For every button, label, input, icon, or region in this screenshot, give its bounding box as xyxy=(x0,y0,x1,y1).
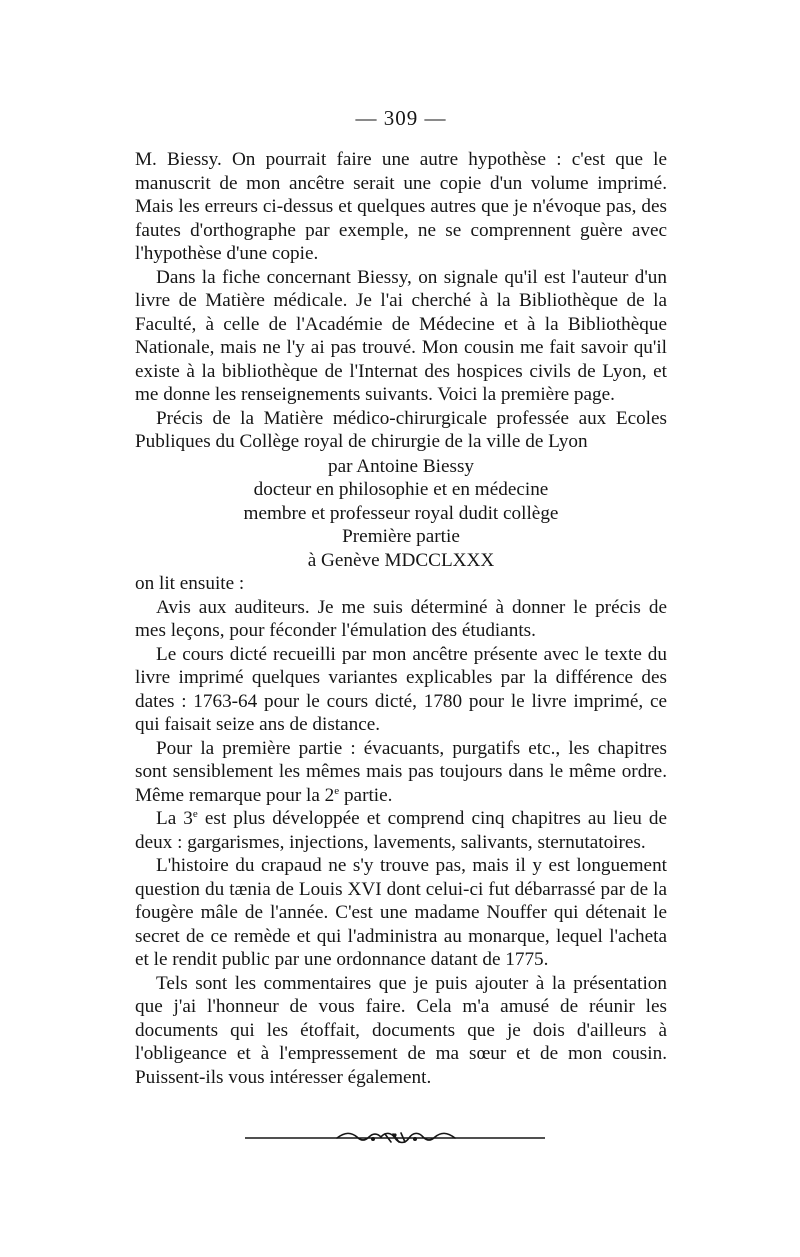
paragraph-5: Avis aux auditeurs. Je me suis déterminé à donner le précis de mes leçons, pour féconder l'émulation des étudiants. xyxy=(135,596,667,641)
paragraph-9: L'histoire du crapaud ne s'y trouve pas, mais il y est longuement question du tænia de Louis XVI dont celui-ci fut débarrassé par de la fougère mâle de l'année. C'est une madame Nouffer qui détenait le secret de ce remède et qui l'administra au monarque, lequel l'acheta et le rendit public par une ordonnance datant de 1775. xyxy=(135,855,667,970)
body-text xyxy=(135,148,667,1089)
paragraph-4: on lit ensuite : xyxy=(135,573,245,594)
title-place-date-line: à Genève MDCCLXXX xyxy=(307,549,495,571)
title-part-line: Première partie xyxy=(342,526,460,547)
title-author-line: par Antoine Biessy xyxy=(327,455,475,477)
paragraph-7-superscript: e xyxy=(334,784,340,797)
paragraph-7-tail: partie. xyxy=(339,784,393,806)
end-ornament-icon xyxy=(245,1128,545,1146)
title-position-line: membre et professeur royal dudit collège xyxy=(243,502,559,524)
paragraph-8-superscript: e xyxy=(192,808,198,820)
paragraph-8-tail: est plus développée et comprend cinq chapitres au lieu de deux : gargarismes, injections, lavements, salivants, sternutatoires. xyxy=(135,808,667,853)
paragraph-3-book-title: Précis de la Matière médico-chirurgicale professée aux Ecoles Publiques du Collège royal de chirurgie de la ville de Lyon xyxy=(135,407,667,452)
paragraph-7 xyxy=(135,737,667,808)
title-degree-line: docteur en philosophie et en médecine xyxy=(253,479,549,500)
paragraph-6: Le cours dicté recueilli par mon ancêtre présente avec le texte du livre imprimé quelques variantes explicables par la différence des dates : 1763-64 pour le cours dicté, 1780 pour le livre imprimé, ce qui faisait seize ans de distance. xyxy=(135,643,667,735)
paragraph-2: Dans la fiche concernant Biessy, on signale qu'il est l'auteur d'un livre de Matière médicale. Je l'ai cherché à la Bibliothèque de la Faculté, à celle de l'Académie de Médecine et à la Bibliothèque Nationale, mais ne l'y ai pas trouvé. Mon cousin me fait savoir qu'il existe à la bibliothèque de l'Internat des hospices civils de Lyon, et me donne les renseignements suivants. Voici la première page. xyxy=(135,266,667,405)
paragraph-7-text: Pour la première partie : évacuants, purgatifs etc., les chapitres sont sensiblement les mêmes mais pas toujours dans le même ordre. Même remarque pour la 2 xyxy=(135,737,667,806)
paragraph-8 xyxy=(135,807,667,854)
paragraph-10: Tels sont les commentaires que je puis ajouter à la présentation que j'ai l'honneur de vous faire. Cela m'a amusé de réunir les documents qui les étoffait, documents que je dois d'ailleurs à l'obligeance et à l'empressement de ma sœur et de mon cousin. Puissent-ils vous intéresser également. xyxy=(135,972,667,1088)
paragraph-8-text: La 3 xyxy=(156,808,193,829)
paragraph-1: M. Biessy. On pourrait faire une autre hypothèse : c'est que le manuscrit de mon ancêtre serait une copie d'un volume imprimé. Mais les erreurs ci-dessus et quelques autres que je n'évoque pas, des fautes d'orthographe par exemple, ne se comprennent guère avec l'hypothèse d'une copie. xyxy=(135,149,667,264)
page-number: — 309 — xyxy=(355,106,447,130)
